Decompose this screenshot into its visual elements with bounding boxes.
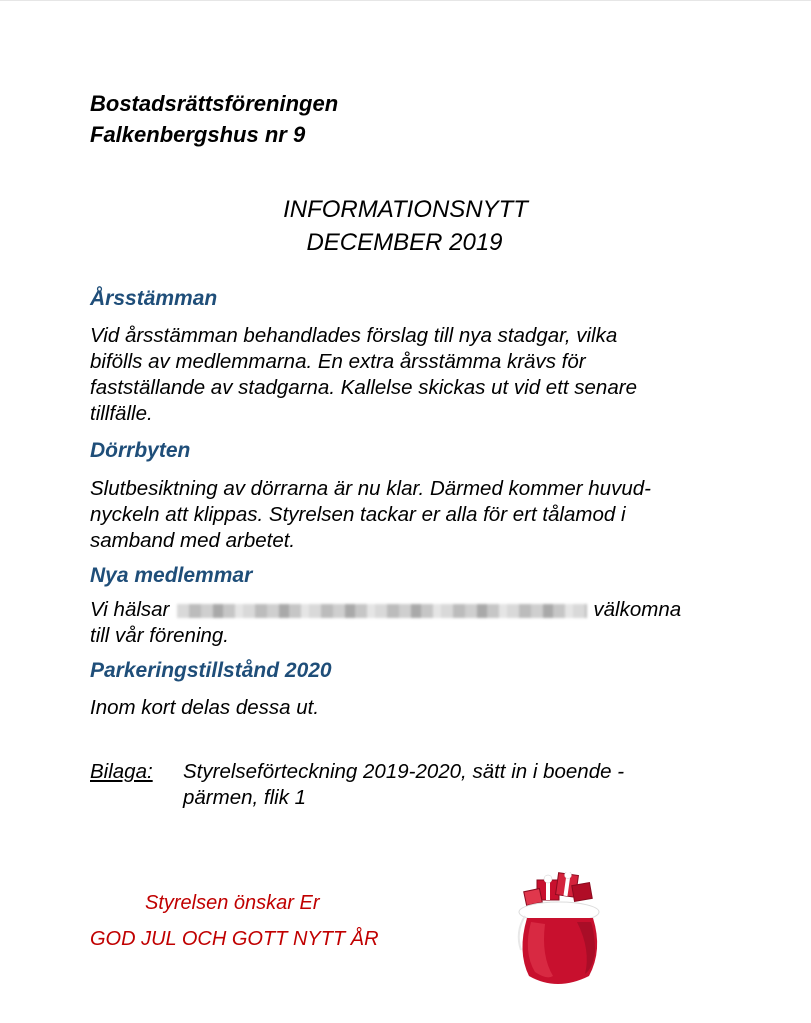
heading-arsstamman: Årsstämman [90,287,218,310]
attachment-label: Bilaga: [90,760,153,783]
attachment-description [183,759,624,811]
paragraph-line: till vår förening. [90,624,230,647]
paragraph-line: bifölls av medlemmarna. En extra årsstämma krävs för [90,350,586,373]
welcome-text-after: välkomna [593,598,682,621]
organization-name-line-2: Falkenbergshus nr 9 [90,122,306,147]
paragraph-nya-medlemmar [90,597,730,649]
santa-sack-icon [507,872,607,992]
paragraph-line: samband med arbetet. [90,529,296,552]
paragraph-line: tillfälle. [90,402,153,425]
paragraph-line: Slutbesiktning av dörrarna är nu klar. Därmed kommer huvud- [90,477,651,500]
document-title-line-2: DECEMBER 2019 [306,229,503,256]
organization-name-line-1: Bostadsrättsföreningen [90,91,339,116]
heading-dorrbyten: Dörrbyten [90,439,191,462]
organization-name [90,88,338,150]
paragraph-arsstamman [90,323,730,427]
attachment-line: pärmen, flik 1 [183,786,307,809]
paragraph-line [90,597,730,623]
paragraph-parkering [90,695,730,721]
document-title [0,193,811,259]
welcome-text-before: Vi hälsar [90,598,170,621]
paragraph-line: Inom kort delas dessa ut. [90,696,320,719]
paragraph-line: Vid årsstämman behandlades förslag till nya stadgar, vilka [90,324,618,347]
redacted-member-names [177,604,587,618]
paragraph-dorrbyten [90,476,730,554]
page-top-border [0,0,811,1]
greeting-line-1: Styrelsen önskar Er [145,892,320,914]
paragraph-line: fastställande av stadgarna. Kallelse skickas ut vid ett senare [90,376,637,399]
document-title-line-1: INFORMATIONSNYTT [283,196,528,223]
greeting-line-2: GOD JUL OCH GOTT NYTT ÅR [90,928,379,950]
paragraph-line: nyckeln att klippas. Styrelsen tackar er alla för ert tålamod i [90,503,626,526]
attachment-line: Styrelseförteckning 2019-2020, sätt in i boende - [183,760,625,783]
heading-nya-medlemmar: Nya medlemmar [90,564,253,587]
heading-parkeringstillstand: Parkeringstillstånd 2020 [90,659,332,682]
